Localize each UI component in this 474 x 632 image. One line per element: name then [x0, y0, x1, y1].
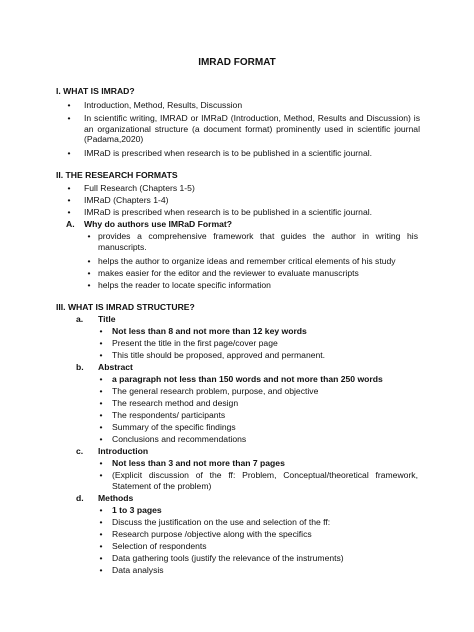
bullet-icon: •: [99, 517, 103, 527]
list-item: This title should be proposed, approved and permanent.: [112, 350, 326, 360]
bullet-icon: •: [67, 148, 71, 158]
bullet-icon: •: [99, 398, 103, 408]
bullet-icon: •: [87, 231, 91, 241]
bullet-icon: •: [99, 326, 103, 336]
list-item: IMRaD is prescribed when research is to be published in a scientific journal.: [84, 148, 373, 158]
bullet-icon: •: [99, 553, 103, 563]
sub-letter: d.: [76, 493, 84, 503]
bullet-icon: •: [99, 422, 103, 432]
sub-letter: a.: [76, 314, 84, 324]
list-item: Not less than 3 and not more than 7 pages: [112, 458, 285, 468]
sub-letter: b.: [76, 362, 84, 372]
bullet-icon: •: [99, 350, 103, 360]
list-item: helps the reader to locate specific information: [98, 280, 271, 290]
list-item: provides a comprehensive framework that guides the author in writing his manuscripts.: [98, 231, 418, 252]
subsection-introduction: Introduction: [98, 446, 149, 456]
bullet-icon: •: [67, 183, 71, 193]
list-item: a paragraph not less than 150 words and not more than 250 words: [112, 374, 383, 384]
list-item: Not less than 8 and not more than 12 key words: [112, 326, 307, 336]
list-item: Data analysis: [112, 565, 164, 575]
list-item: IMRaD (Chapters 1-4): [84, 195, 169, 205]
bullet-icon: •: [99, 434, 103, 444]
list-item: makes easier for the editor and the reviewer to evaluate manuscripts: [98, 268, 359, 278]
list-item: Research purpose /objective along with the specifics: [112, 529, 312, 539]
subsection-abstract: Abstract: [98, 362, 133, 372]
list-item: In scientific writing, IMRAD or IMRaD (Introduction, Method, Results and Discussion) is an organizational structure (a document format) prominently used in scientific journal (Padama,2020): [84, 113, 420, 145]
document-title: IMRAD FORMAT: [198, 57, 276, 68]
bullet-icon: •: [67, 100, 71, 110]
list-item: The respondents/ participants: [112, 410, 226, 420]
list-item: Full Research (Chapters 1-5): [84, 183, 195, 193]
bullet-icon: •: [99, 565, 103, 575]
list-item: The general research problem, purpose, and objective: [112, 386, 319, 396]
bullet-icon: •: [87, 280, 91, 290]
bullet-icon: •: [99, 458, 103, 468]
bullet-icon: •: [67, 113, 71, 123]
list-item: Present the title in the first page/cover page: [112, 338, 278, 348]
bullet-icon: •: [67, 207, 71, 217]
bullet-icon: •: [99, 505, 103, 515]
bullet-icon: •: [99, 338, 103, 348]
list-item: (Explicit discussion of the ff: Problem, Conceptual/theoretical framework, Statement of the problem): [112, 470, 418, 491]
list-item: Discuss the justification on the use and selection of the ff:: [112, 517, 331, 527]
list-item: 1 to 3 pages: [112, 505, 162, 515]
subsection-title: Title: [98, 314, 116, 324]
bullet-icon: •: [99, 374, 103, 384]
list-item: Introduction, Method, Results, Discussion: [84, 100, 243, 110]
bullet-icon: •: [99, 541, 103, 551]
sub-letter: A.: [66, 219, 75, 229]
subsection-methods: Methods: [98, 493, 134, 503]
bullet-icon: •: [87, 268, 91, 278]
bullet-icon: •: [99, 529, 103, 539]
section-heading-what-is-imrad: I. WHAT IS IMRAD?: [56, 86, 135, 96]
list-item: Conclusions and recommendations: [112, 434, 247, 444]
bullet-icon: •: [99, 410, 103, 420]
bullet-icon: •: [87, 256, 91, 266]
bullet-icon: •: [67, 195, 71, 205]
bullet-icon: •: [99, 386, 103, 396]
list-item: The research method and design: [112, 398, 239, 408]
list-item: IMRaD is prescribed when research is to be published in a scientific journal.: [84, 207, 373, 217]
list-item: Selection of respondents: [112, 541, 207, 551]
list-item: helps the author to organize ideas and remember critical elements of his study: [98, 256, 396, 266]
sub-heading-why-imrad: Why do authors use IMRaD Format?: [84, 219, 233, 229]
section-heading-imrad-structure: III. WHAT IS IMRAD STRUCTURE?: [56, 302, 195, 312]
sub-letter: c.: [76, 446, 84, 456]
list-item: Data gathering tools (justify the relevance of the instruments): [112, 553, 344, 563]
list-item: Summary of the specific findings: [112, 422, 236, 432]
bullet-icon: •: [99, 470, 103, 480]
section-heading-research-formats: II. THE RESEARCH FORMATS: [56, 170, 178, 180]
